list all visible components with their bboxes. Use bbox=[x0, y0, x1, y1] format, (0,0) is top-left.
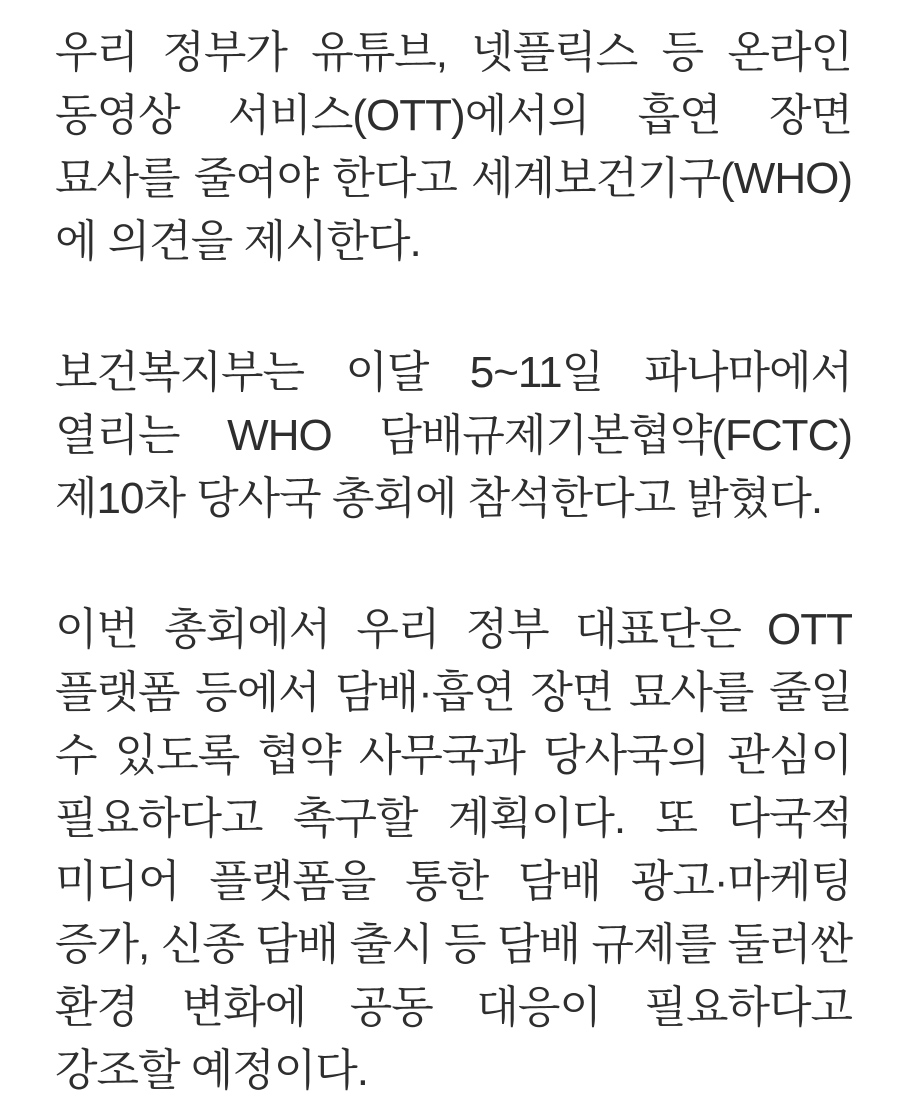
paragraph-delegation-plan: 이번 총회에서 우리 정부 대표단은 OTT 플랫폼 등에서 담배·흡연 장면 묘사를 줄일 수 있도록 협약 사무국과 당사국의 관심이 필요하다고 촉구할 계획이다. 또 다국적 미디어 플랫폼을 통한 담배 광고·마케팅 증가, 신종 담배 출시 등 담배 규제를 둘러싼 환경 변화에 공동 대응이 필요하다고 강조할 예정이다. bbox=[55, 605, 852, 1095]
paragraph-who-opinion: 우리 정부가 유튜브, 넷플릭스 등 온라인 동영상 서비스(OTT)에서의 흡연 장면 묘사를 줄여야 한다고 세계보건기구(WHO)에 의견을 제시한다. bbox=[55, 28, 852, 266]
paragraph-fctc-attendance: 보건복지부는 이달 5~11일 파나마에서 열리는 WHO 담배규제기본협약(FCTC) 제10차 당사국 총회에 참석한다고 밝혔다. bbox=[55, 348, 852, 523]
